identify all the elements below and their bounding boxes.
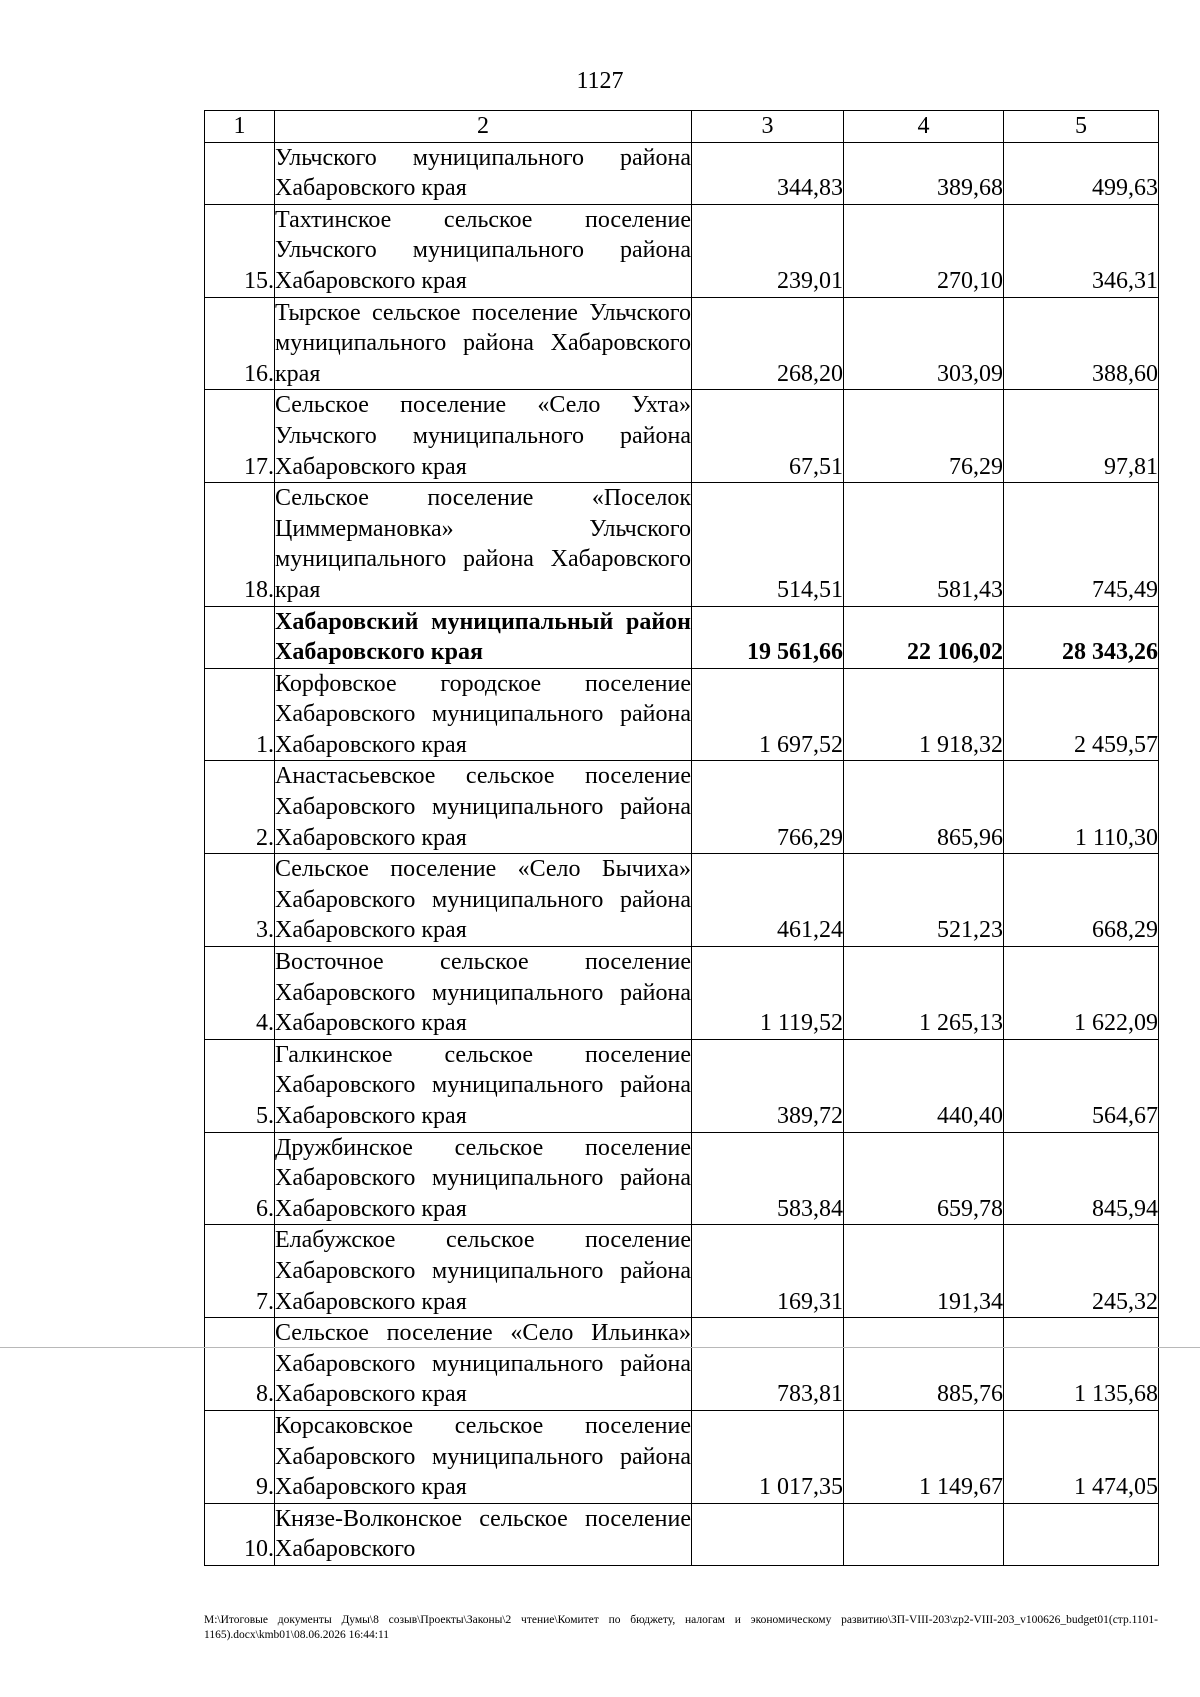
row-number-cell (205, 606, 275, 668)
municipality-name-cell: Хабаровский муниципальный район Хабаровского края (275, 606, 692, 668)
value-col3-cell (692, 1503, 844, 1565)
table-row (205, 1132, 1159, 1225)
header-cell: 5 (1004, 111, 1159, 143)
municipality-name-cell: Галкинское сельское поселение Хабаровского муниципального района Хабаровского края (275, 1039, 692, 1132)
row-number-cell: 5. (205, 1039, 275, 1132)
value-col3-cell: 67,51 (692, 390, 844, 483)
row-number-cell: 8. (205, 1318, 275, 1411)
row-number-cell: 17. (205, 390, 275, 483)
page-number: 1127 (576, 68, 624, 94)
municipality-name-cell: Сельское поселение «Село Ильинка» Хабаровского муниципального района Хабаровского края (275, 1318, 692, 1411)
municipality-name-cell: Корфовское городское поселение Хабаровского муниципального района Хабаровского края (275, 668, 692, 761)
file-path-footer: M:\Итоговые документы Думы\8 созыв\Проекты\Законы\2 чтение\Комитет по бюджету, налогам и экономическому развитию\ЗП-VIII-203\zp2-VIII-203_v100626_budget01(стр.1101-1165).docx\kmb01\08.06.2026 16:44:11 (204, 1614, 1158, 1641)
value-col3-cell: 268,20 (692, 297, 844, 390)
value-col3-cell: 1 017,35 (692, 1410, 844, 1503)
table-header-row (205, 111, 1159, 143)
scan-artifact-line (0, 1347, 1200, 1348)
row-number-cell (205, 142, 275, 204)
municipality-name-cell: Восточное сельское поселение Хабаровского муниципального района Хабаровского края (275, 947, 692, 1040)
row-number-cell: 16. (205, 297, 275, 390)
row-number-cell: 7. (205, 1225, 275, 1318)
table-row (205, 606, 1159, 668)
table-row (205, 761, 1159, 854)
table-row (205, 142, 1159, 204)
value-col5-cell: 388,60 (1004, 297, 1159, 390)
value-col4-cell: 440,40 (844, 1039, 1004, 1132)
municipality-name-cell: Князе-Волконское сельское поселение Хабаровского (275, 1503, 692, 1565)
row-number-cell: 15. (205, 204, 275, 297)
value-col3-cell: 169,31 (692, 1225, 844, 1318)
value-col4-cell: 389,68 (844, 142, 1004, 204)
table-row (205, 204, 1159, 297)
value-col4-cell: 270,10 (844, 204, 1004, 297)
value-col4-cell: 659,78 (844, 1132, 1004, 1225)
value-col5-cell: 28 343,26 (1004, 606, 1159, 668)
value-col4-cell: 303,09 (844, 297, 1004, 390)
row-number-cell: 3. (205, 854, 275, 947)
table-row (205, 483, 1159, 606)
value-col4-cell: 885,76 (844, 1318, 1004, 1411)
value-col5-cell (1004, 1503, 1159, 1565)
municipality-name-cell: Елабужское сельское поселение Хабаровского муниципального района Хабаровского края (275, 1225, 692, 1318)
value-col5-cell: 564,67 (1004, 1039, 1159, 1132)
table-row (205, 1318, 1159, 1411)
value-col3-cell: 1 697,52 (692, 668, 844, 761)
value-col4-cell: 865,96 (844, 761, 1004, 854)
table-row (205, 1503, 1159, 1565)
municipality-name-cell: Сельское поселение «Село Бычиха» Хабаровского муниципального района Хабаровского края (275, 854, 692, 947)
value-col5-cell: 346,31 (1004, 204, 1159, 297)
municipality-name-cell: Тахтинское сельское поселение Ульчского муниципального района Хабаровского края (275, 204, 692, 297)
value-col3-cell: 461,24 (692, 854, 844, 947)
row-number-cell: 4. (205, 947, 275, 1040)
table-row (205, 1410, 1159, 1503)
municipality-name-cell: Сельское поселение «Село Ухта» Ульчского муниципального района Хабаровского края (275, 390, 692, 483)
table-row (205, 668, 1159, 761)
value-col3-cell: 344,83 (692, 142, 844, 204)
value-col3-cell: 389,72 (692, 1039, 844, 1132)
value-col3-cell: 239,01 (692, 204, 844, 297)
municipality-name-cell: Дружбинское сельское поселение Хабаровского муниципального района Хабаровского края (275, 1132, 692, 1225)
value-col3-cell: 1 119,52 (692, 947, 844, 1040)
value-col5-cell: 1 474,05 (1004, 1410, 1159, 1503)
value-col4-cell: 76,29 (844, 390, 1004, 483)
row-number-cell: 9. (205, 1410, 275, 1503)
value-col5-cell: 1 110,30 (1004, 761, 1159, 854)
header-cell: 4 (844, 111, 1004, 143)
table-row (205, 390, 1159, 483)
table-row (205, 297, 1159, 390)
municipality-name-cell: Ульчского муниципального района Хабаровского края (275, 142, 692, 204)
value-col5-cell: 668,29 (1004, 854, 1159, 947)
row-number-cell: 1. (205, 668, 275, 761)
value-col5-cell: 97,81 (1004, 390, 1159, 483)
value-col5-cell: 499,63 (1004, 142, 1159, 204)
value-col3-cell: 583,84 (692, 1132, 844, 1225)
municipality-name-cell: Сельское поселение «Поселок Циммермановка» Ульчского муниципального района Хабаровского края (275, 483, 692, 606)
row-number-cell: 18. (205, 483, 275, 606)
header-cell: 1 (205, 111, 275, 143)
value-col5-cell: 845,94 (1004, 1132, 1159, 1225)
table-row (205, 1039, 1159, 1132)
row-number-cell: 10. (205, 1503, 275, 1565)
value-col4-cell: 1 918,32 (844, 668, 1004, 761)
row-number-cell: 2. (205, 761, 275, 854)
value-col4-cell: 1 265,13 (844, 947, 1004, 1040)
value-col4-cell: 581,43 (844, 483, 1004, 606)
value-col4-cell: 191,34 (844, 1225, 1004, 1318)
municipality-name-cell: Тырское сельское поселение Ульчского муниципального района Хабаровского края (275, 297, 692, 390)
value-col4-cell: 521,23 (844, 854, 1004, 947)
table-row (205, 1225, 1159, 1318)
value-col5-cell: 745,49 (1004, 483, 1159, 606)
value-col5-cell: 245,32 (1004, 1225, 1159, 1318)
value-col3-cell: 766,29 (692, 761, 844, 854)
row-number-cell: 6. (205, 1132, 275, 1225)
table-row (205, 854, 1159, 947)
municipality-name-cell: Корсаковское сельское поселение Хабаровского муниципального района Хабаровского края (275, 1410, 692, 1503)
value-col4-cell: 22 106,02 (844, 606, 1004, 668)
value-col3-cell: 783,81 (692, 1318, 844, 1411)
municipality-name-cell: Анастасьевское сельское поселение Хабаровского муниципального района Хабаровского края (275, 761, 692, 854)
value-col5-cell: 1 622,09 (1004, 947, 1159, 1040)
table-row (205, 947, 1159, 1040)
value-col5-cell: 2 459,57 (1004, 668, 1159, 761)
header-cell: 3 (692, 111, 844, 143)
value-col4-cell (844, 1503, 1004, 1565)
value-col3-cell: 19 561,66 (692, 606, 844, 668)
header-cell: 2 (275, 111, 692, 143)
value-col4-cell: 1 149,67 (844, 1410, 1004, 1503)
value-col3-cell: 514,51 (692, 483, 844, 606)
value-col5-cell: 1 135,68 (1004, 1318, 1159, 1411)
